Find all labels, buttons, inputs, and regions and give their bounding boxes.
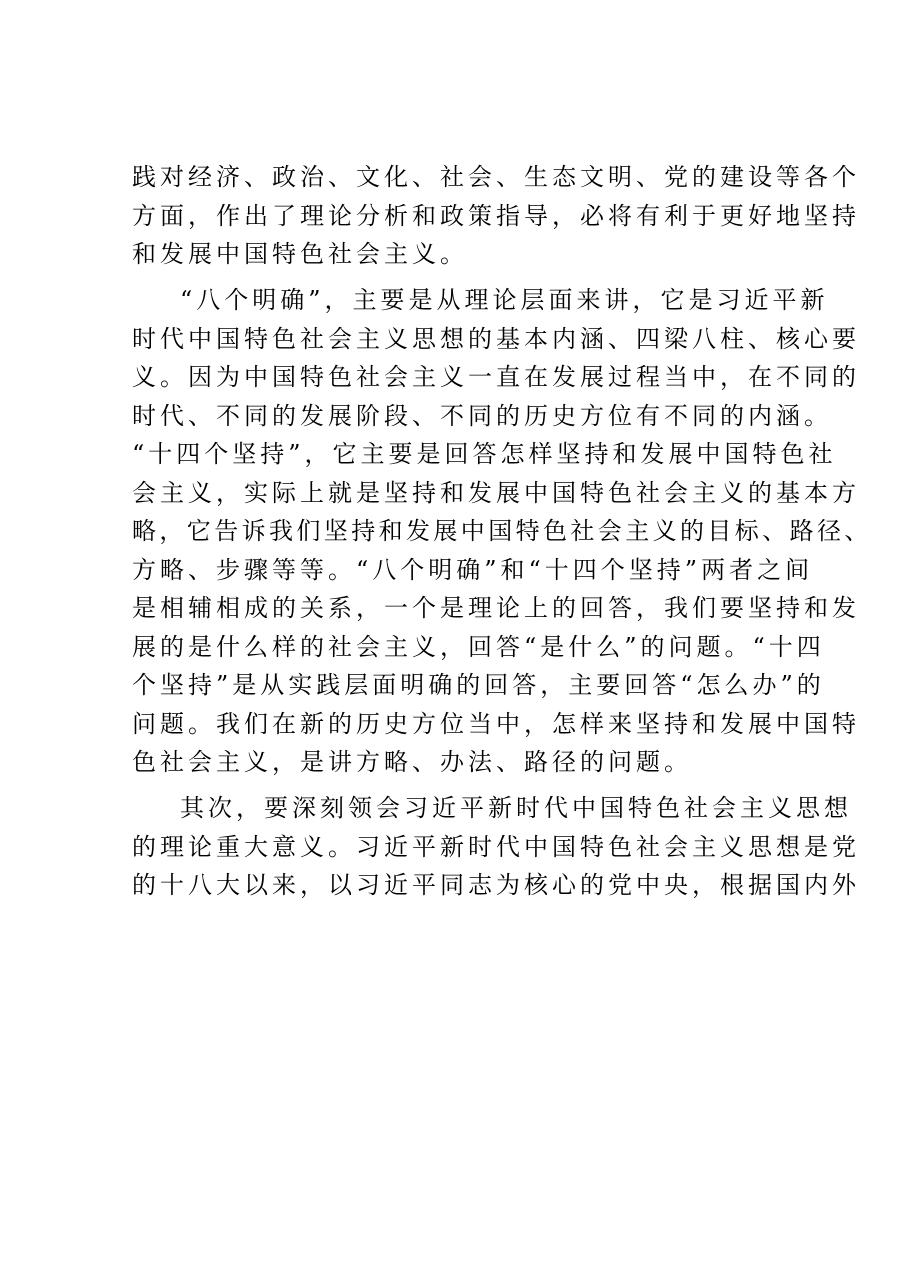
text-line: 问题。我们在新的历史方位当中，怎样来坚持和发展中国特 (132, 709, 860, 738)
text-line: 个坚持”是从实践层面明确的回答，主要回答“怎么办”的 (132, 671, 825, 699)
text-line: 方面，作出了理论分析和政策指导，必将有利于更好地坚持 (132, 201, 860, 230)
text-line: 是相辅相成的关系，一个是理论上的回答，我们要坚持和发 (132, 594, 860, 622)
text-line: 践对经济、政治、文化、社会、生态文明、党的建设等各个 (132, 163, 860, 191)
text-line: 会主义，实际上就是坚持和发展中国特色社会主义的基本方 (132, 478, 860, 507)
text-line: 和发展中国特色社会主义。 (132, 240, 468, 268)
document-body (132, 158, 872, 905)
text-line: 展的是什么样的社会主义，回答“是什么”的问题。“十四 (132, 632, 825, 661)
text-line: 时代、不同的发展阶段、不同的历史方位有不同的内涵。 (132, 401, 832, 430)
text-line: “十四个坚持”，它主要是回答怎样坚持和发展中国特色社 (132, 440, 837, 468)
text-line: 时代中国特色社会主义思想的基本内涵、四梁八柱、核心要 (132, 324, 860, 353)
text-line: 的十八大以来，以习近平同志为核心的党中央，根据国内外 (132, 871, 860, 899)
text-line: 义。因为中国特色社会主义一直在发展过程当中，在不同的 (132, 363, 860, 391)
text-line: 的理论重大意义。习近平新时代中国特色社会主义思想是党 (132, 832, 860, 861)
text-line: 略，它告诉我们坚持和发展中国特色社会主义的目标、路径、 (132, 517, 872, 545)
text-line: 其次，要深刻领会习近平新时代中国特色社会主义思想 (180, 794, 852, 822)
text-line: 方略、步骤等等。“八个明确”和“十四个坚持”两者之间 (132, 555, 814, 584)
text-line: “八个明确”，主要是从理论层面来讲，它是习近平新 (180, 286, 829, 314)
text-line: 色社会主义，是讲方略、办法、路径的问题。 (132, 748, 692, 776)
